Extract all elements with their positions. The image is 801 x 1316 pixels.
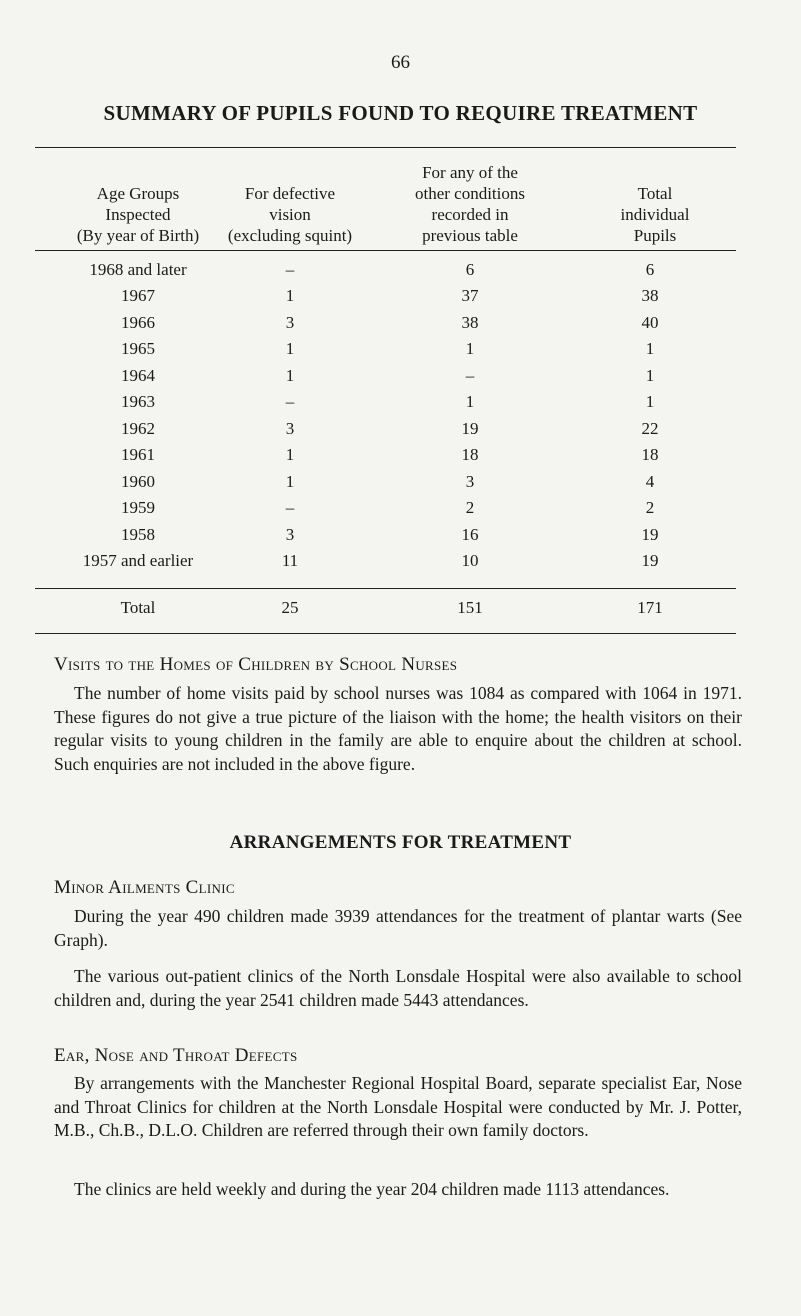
table-top-rule [35,147,736,148]
table-row: 1966 3 38 40 [121,313,659,332]
table-row: 1962 3 19 22 [121,419,659,438]
header-age-groups: Age Groups Inspected (By year of Birth) [76,184,200,245]
table-bottom-rule [35,633,736,634]
table-row: 1961 1 18 18 [121,445,659,464]
header-defective-vision: For defective vision (excluding squint) [227,184,353,245]
table-row: 1968 and later – 6 6 [89,260,655,279]
table-row: 1959 – 2 2 [121,498,655,517]
minor-ailments-paragraph-1: During the year 490 children made 3939 attendances for the treatment of plantar warts (See Graph). [54,906,742,950]
visits-heading: Visits to the Homes of Children by School Nurses [54,654,458,675]
page-number: 66 [391,52,410,73]
header-total-pupils: Total individual Pupils [620,184,690,245]
table-row: 1957 and earlier 11 10 19 [82,551,659,570]
total-top-rule [35,588,736,589]
header-other-conditions: For any of the other conditions recorded in previous table [414,163,525,245]
table-row: 1958 3 16 19 [121,525,659,544]
table-row: 1960 1 3 4 [121,472,655,491]
arrangements-heading: ARRANGEMENTS FOR TREATMENT [229,832,572,853]
ent-paragraph-2: The clinics are held weekly and during the year 204 children made 1113 attendances. [74,1179,670,1199]
table-row: 1967 1 37 38 [121,286,659,305]
page-title: SUMMARY OF PUPILS FOUND TO REQUIRE TREATMENT [103,101,698,125]
minor-ailments-paragraph-2: The various out-patient clinics of the North Lonsdale Hospital were also available to school children and, during the year 2541 children made 5443 attendances. [54,966,742,1010]
ent-paragraph-1: By arrangements with the Manchester Regional Hospital Board, separate specialist Ear, Nose and Throat Clinics for children at the North Lonsdale Hospital were conducted by Mr. J. Potter, M.B., Ch.B., D.L.O. Children are referred through their own family doctors. [54,1073,742,1140]
header-rule [35,250,736,251]
visits-paragraph: The number of home visits paid by school nurses was 1084 as compared with 1064 in 1971. These figures do not give a true picture of the liaison with the home; the health visitors on their regular visits to young children in the family are able to enquire about the children at school. Such enquiries are not included in the above figure. [54,683,742,774]
table-row: 1965 1 1 1 [121,339,655,358]
total-row: Total 25 151 171 [120,598,663,617]
minor-ailments-heading: Minor Ailments Clinic [54,877,235,898]
ent-heading: Ear, Nose and Throat Defects [54,1045,298,1066]
table-row: 1963 – 1 1 [121,392,655,411]
table-row: 1964 1 – 1 [121,366,655,385]
